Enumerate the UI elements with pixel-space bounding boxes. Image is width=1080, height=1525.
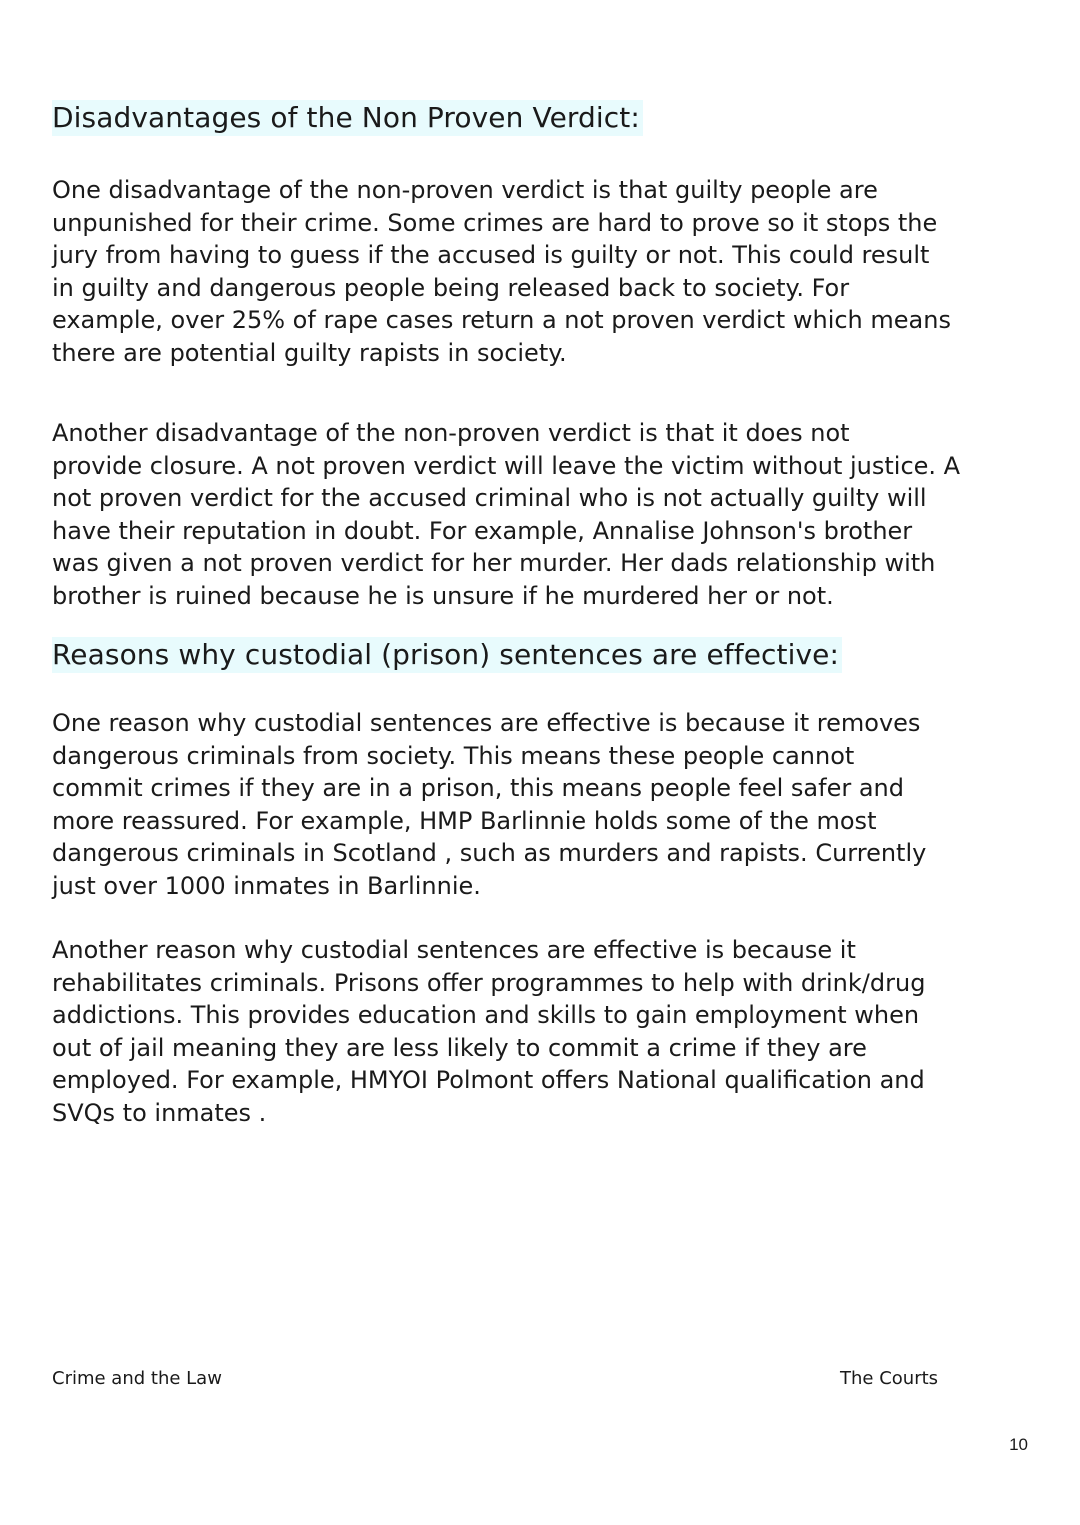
page-number: 10: [1009, 1435, 1028, 1454]
text-line: commit crimes if they are in a prison, this means people feel safer and: [52, 774, 904, 803]
text-line: rehabilitates criminals. Prisons offer programmes to help with drink/drug: [52, 968, 926, 997]
footer-left-title: Crime and the Law: [52, 1368, 222, 1389]
text-line: unpunished for their crime. Some crimes are hard to prove so it stops the: [52, 208, 938, 237]
text-line: was given a not proven verdict for her murder. Her dads relationship with: [52, 549, 936, 578]
text-line: employed. For example, HMYOI Polmont offers National qualification and: [52, 1066, 925, 1095]
text-line: just over 1000 inmates in Barlinnie.: [52, 871, 481, 900]
text-line: dangerous criminals in Scotland , such as murders and rapists. Currently: [52, 839, 927, 868]
text-line: Another disadvantage of the non-proven verdict is that it does not: [52, 419, 850, 447]
paragraph-reason-1: [52, 707, 1037, 903]
text-line: out of jail meaning they are less likely to commit a crime if they are: [52, 1033, 867, 1062]
text-line: have their reputation in doubt. For example, Annalise Johnson's brother: [52, 516, 913, 545]
footer-right-title: The Courts: [840, 1368, 939, 1389]
text-line: One disadvantage of the non-proven verdict is that guilty people are: [52, 176, 878, 204]
text-line: more reassured. For example, HMP Barlinnie holds some of the most: [52, 806, 877, 835]
section-heading-disadvantages: Disadvantages of the Non Proven Verdict:: [52, 100, 643, 136]
text-line: SVQs to inmates .: [52, 1098, 267, 1127]
text-line: One reason why custodial sentences are effective is because it removes: [52, 709, 921, 737]
section-heading-custodial-reasons: Reasons why custodial (prison) sentences are effective:: [52, 637, 842, 673]
text-line: Another reason why custodial sentences are effective is because it: [52, 936, 856, 964]
paragraph-disadvantage-2: [52, 417, 1037, 613]
text-line: there are potential guilty rapists in society.: [52, 338, 567, 367]
text-line: in guilty and dangerous people being released back to society. For: [52, 273, 850, 302]
text-line: addictions. This provides education and skills to gain employment when: [52, 1001, 920, 1030]
text-line: provide closure. A not proven verdict will leave the victim without justice. A: [52, 451, 961, 480]
text-line: not proven verdict for the accused criminal who is not actually guilty will: [52, 484, 927, 513]
paragraph-disadvantage-1: [52, 174, 1037, 370]
text-line: dangerous criminals from society. This means these people cannot: [52, 741, 855, 770]
text-line: brother is ruined because he is unsure if he murdered her or not.: [52, 581, 834, 610]
text-line: jury from having to guess if the accused is guilty or not. This could result: [52, 241, 930, 270]
text-line: example, over 25% of rape cases return a not proven verdict which means: [52, 306, 951, 335]
paragraph-reason-2: [52, 934, 1037, 1130]
